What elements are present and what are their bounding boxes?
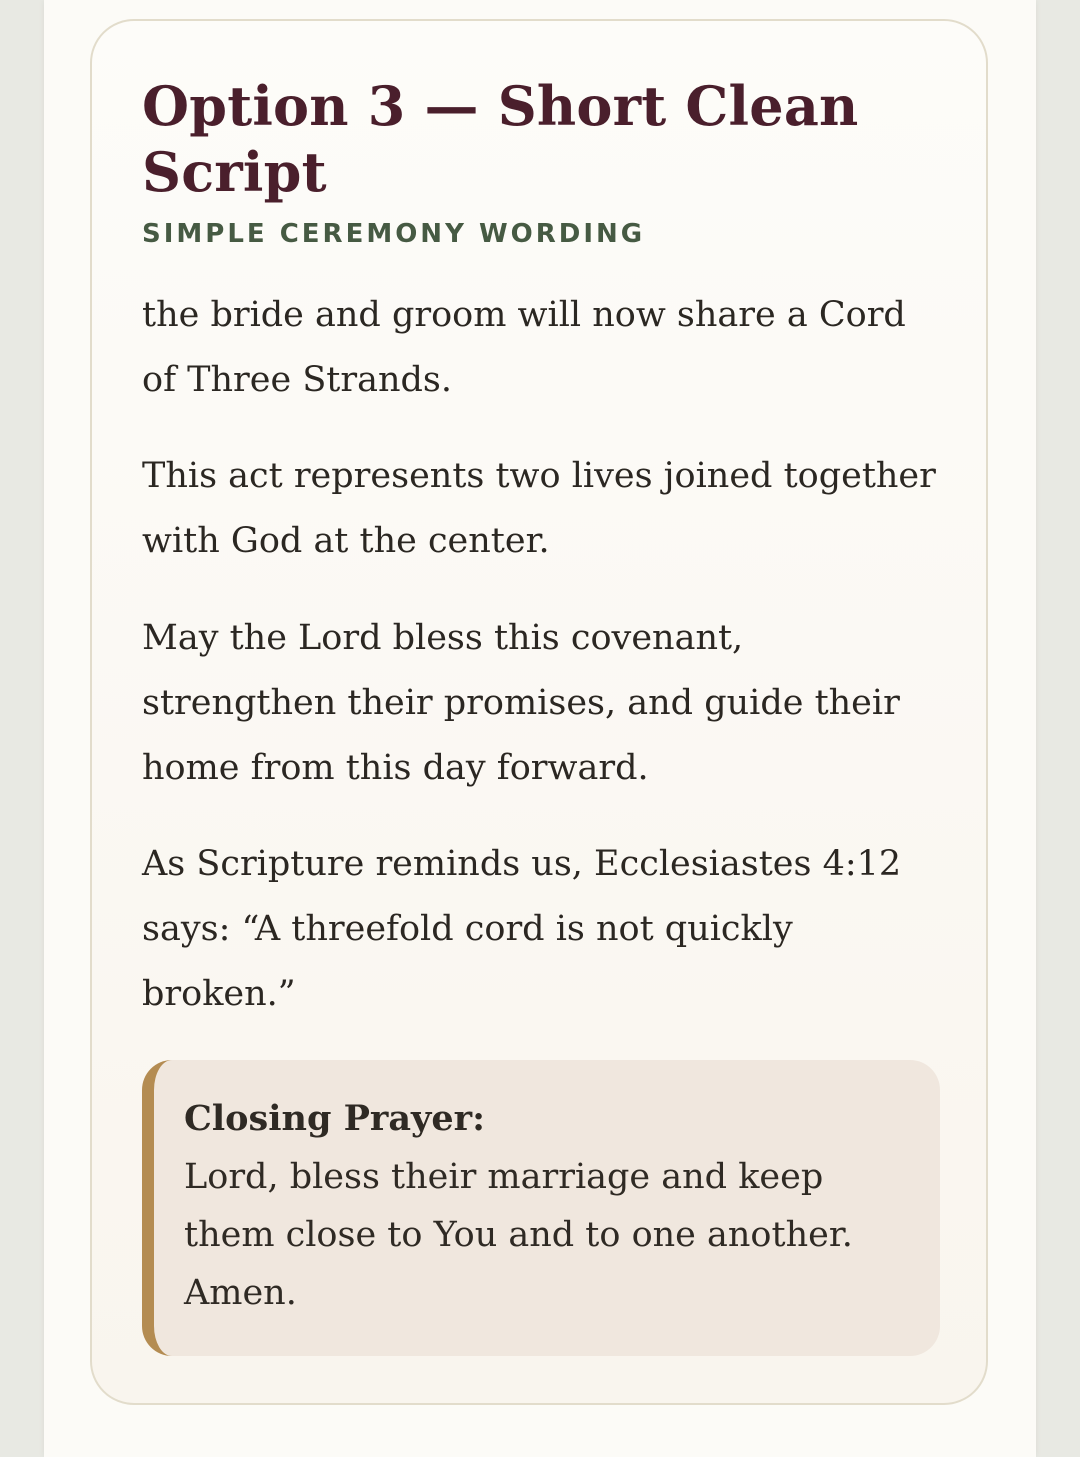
script-paragraph-4: As Scripture reminds us, Ecclesiastes 4:12 says: “A threefold cord is not quickly broken.” <box>142 844 902 1014</box>
script-paragraph-3: May the Lord bless this covenant, strengthen their promises, and guide their home from this day forward. <box>142 618 900 788</box>
script-paragraph-1: the bride and groom will now share a Cord of Three Strands. <box>142 295 906 400</box>
script-card <box>90 19 988 1405</box>
closing-prayer-label: Closing Prayer: <box>184 1098 486 1139</box>
script-paragraph-2: This act represents two lives joined together with God at the center. <box>142 456 936 561</box>
page <box>44 0 1036 1457</box>
section-title: Option 3 — Short Clean Script <box>142 74 859 204</box>
closing-prayer-box <box>142 1060 940 1356</box>
section-subtitle: SIMPLE CEREMONY WORDING <box>142 219 646 249</box>
closing-prayer-text: Lord, bless their marriage and keep them close to You and to one another. Amen. <box>184 1157 853 1313</box>
